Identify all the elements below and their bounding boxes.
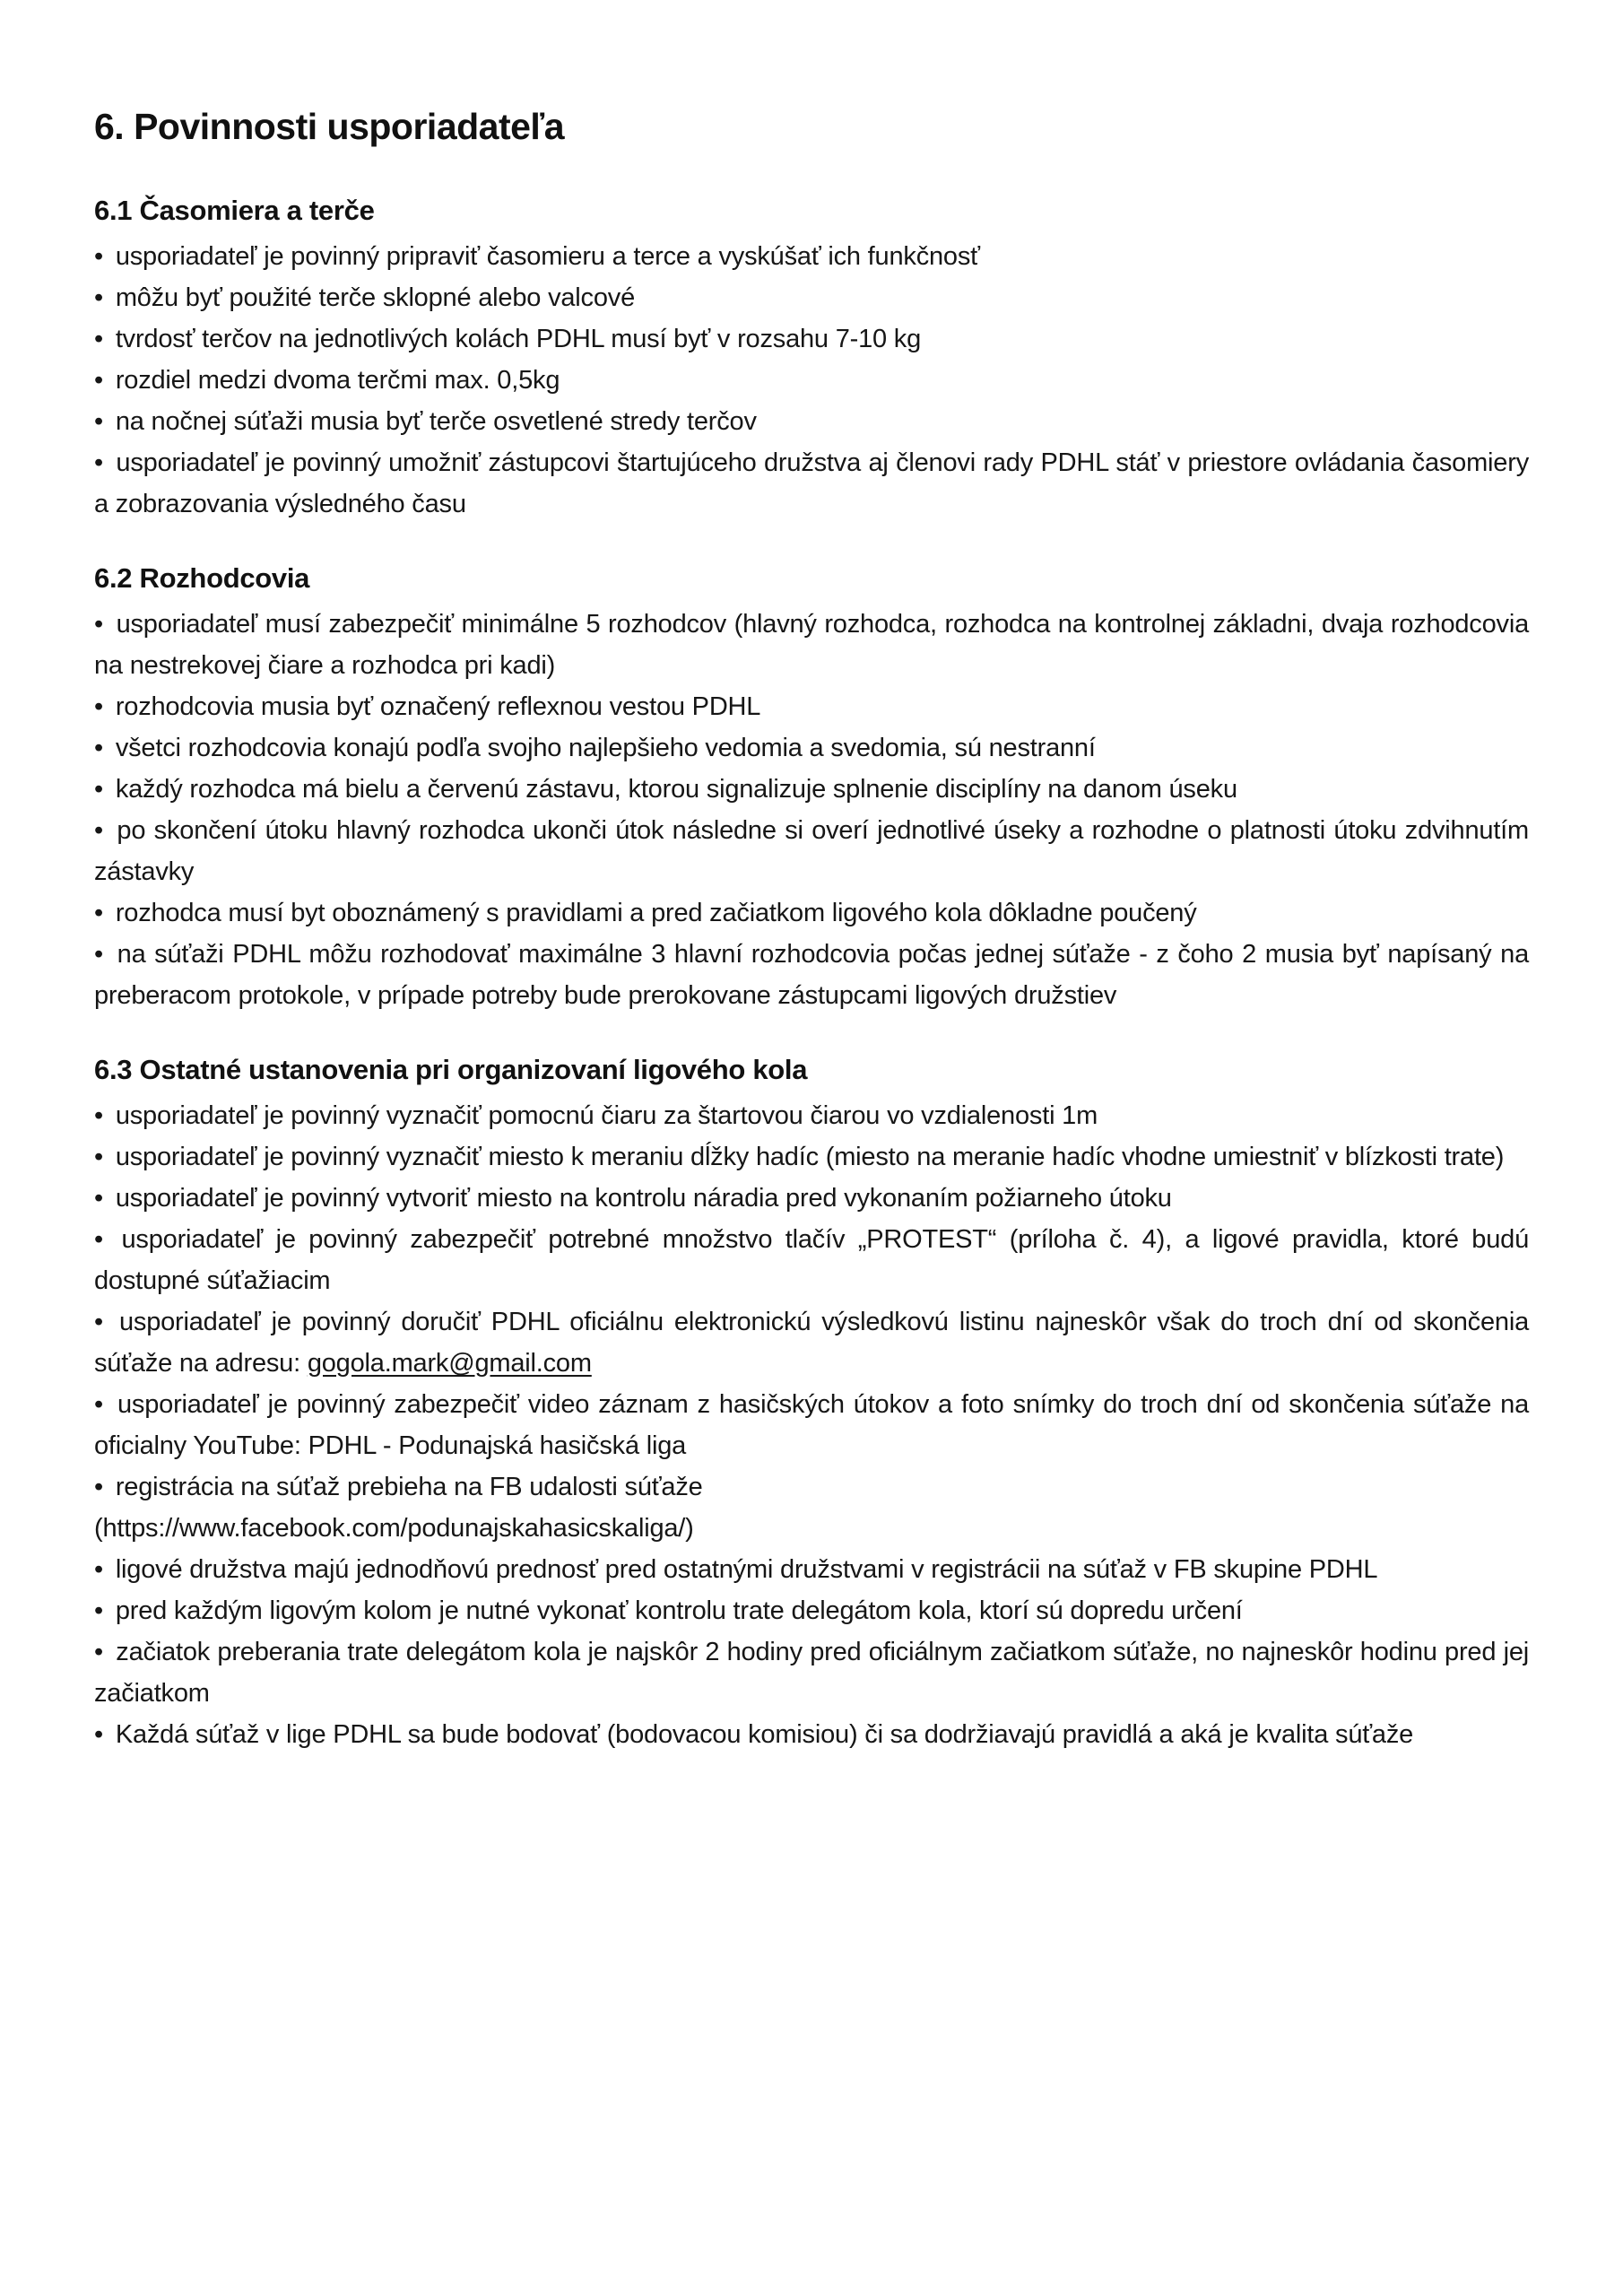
bullet-item (94, 1466, 1529, 1549)
bullet-item (94, 1136, 1529, 1178)
section-heading: 6.1 Časomiera a terče (94, 195, 375, 226)
bullet-marker: • (94, 1184, 103, 1213)
bullet-marker: • (94, 407, 103, 436)
bullet-marker: • (94, 1143, 103, 1171)
bullet-marker: • (94, 692, 103, 721)
bullet-marker: • (94, 448, 103, 477)
bullet-text: na nočnej súťaži musia byť terče osvetlené stredy terčov (115, 407, 757, 436)
bullet-text: usporiadateľ je povinný zabezpečiť potrebné množstvo tlačív „PROTEST“ (príloha č. 4), a ligové pravidla, ktoré budú dostupné súťažiacim (94, 1225, 1530, 1295)
bullet-marker: • (94, 1101, 103, 1130)
bullet-item (94, 1590, 1529, 1631)
bullet-marker: • (94, 775, 103, 804)
bullet-marker: • (94, 1555, 103, 1584)
bullet-item (94, 318, 1529, 360)
bullet-text: (https://www.facebook.com/podunajskahasicskaliga/) (94, 1514, 694, 1543)
bullet-text: usporiadateľ je povinný vyznačiť miesto k meraniu dĺžky hadíc (miesto na meranie hadíc vhodne umiestniť v blízkosti trate) (115, 1143, 1505, 1171)
bullet-marker: • (94, 1473, 103, 1501)
bullet-item (94, 401, 1529, 442)
bullet-marker: • (94, 940, 103, 969)
bullet-item (94, 934, 1529, 1016)
bullet-text: všetci rozhodcovia konajú podľa svojho najlepšieho vedomia a svedomia, sú nestranní (115, 734, 1096, 762)
bullet-item (94, 1384, 1529, 1466)
bullet-item (94, 1219, 1529, 1301)
bullet-text: po skončení útoku hlavný rozhodca ukonči útok následne si overí jednotlivé úseky a rozhodne o platnosti útoku zdvihnutím zástavky (94, 816, 1529, 886)
bullet-item (94, 892, 1529, 934)
bullet-item (94, 810, 1529, 892)
bullet-text: rozdiel medzi dvoma terčmi max. 0,5kg (115, 366, 560, 395)
bullet-text: tvrdosť terčov na jednotlivých kolách PDHL musí byť v rozsahu 7-10 kg (115, 325, 922, 353)
bullet-item (94, 442, 1529, 525)
bullet-text: rozhodcovia musia byť označený reflexnou vestou PDHL (115, 692, 761, 721)
bullet-item (94, 686, 1529, 727)
bullet-text: usporiadateľ musí zabezpečiť minimálne 5 rozhodcov (hlavný rozhodca, rozhodca na kontrolnej základni, dvaja rozhodcovia na nestrekovej čiare a rozhodca pri kadi) (94, 610, 1530, 680)
bullet-text: usporiadateľ je povinný zabezpečiť video záznam z hasičských útokov a foto snímky do troch dní od skončenia súťaže na oficialny YouTube: PDHL - Podunajská hasičská liga (94, 1390, 1529, 1460)
email-link[interactable]: gogola.mark@gmail.com (307, 1349, 592, 1378)
bullet-marker: • (94, 1596, 103, 1625)
bullet-text: pred každým ligovým kolom je nutné vykonať kontrolu trate delegátom kola, ktorí sú dopredu určení (115, 1596, 1243, 1625)
bullet-marker: • (94, 610, 103, 639)
bullet-text: môžu byť použité terče sklopné alebo valcové (115, 283, 635, 312)
bullet-text: usporiadateľ je povinný vytvoriť miesto na kontrolu náradia pred vykonaním požiarneho útoku (115, 1184, 1172, 1213)
bullet-item (94, 1178, 1529, 1219)
bullet-item (94, 1631, 1529, 1714)
bullet-marker: • (94, 1225, 103, 1254)
bullet-marker: • (94, 1308, 103, 1336)
bullet-item (94, 604, 1529, 686)
section-heading: 6.3 Ostatné ustanovenia pri organizovaní ligového kola (94, 1054, 808, 1085)
bullet-item (94, 277, 1529, 318)
bullet-text: usporiadateľ je povinný doručiť PDHL oficiálnu elektronickú výsledkovú listinu najneskôr však do troch dní od skončenia súťaže na adresu: (94, 1308, 1529, 1378)
bullet-marker: • (94, 816, 103, 845)
bullet-item (94, 1301, 1529, 1384)
bullet-item (94, 1095, 1529, 1136)
bullet-item (94, 769, 1529, 810)
bullet-marker: • (94, 899, 103, 927)
bullet-text: usporiadateľ je povinný vyznačiť pomocnú čiaru za štartovou čiarou vo vzdialenosti 1m (115, 1101, 1098, 1130)
bullet-marker: • (94, 1638, 103, 1666)
bullet-marker: • (94, 366, 103, 395)
bullet-marker: • (94, 734, 103, 762)
bullet-text: každý rozhodca má bielu a červenú zástavu, ktorou signalizuje splnenie disciplíny na danom úseku (115, 775, 1237, 804)
bullet-item (94, 727, 1529, 769)
bullet-text: na súťaži PDHL môžu rozhodovať maximálne 3 hlavní rozhodcovia počas jednej súťaže - z čoho 2 musia byť napísaný na preberacom protokole, v prípade potreby bude prerokovane zástupcami ligových družstiev (94, 940, 1530, 1010)
bullet-marker: • (94, 242, 103, 271)
document-body (94, 195, 1529, 1755)
bullet-item (94, 1714, 1529, 1755)
bullet-item (94, 1549, 1529, 1590)
page-title: 6. Povinnosti usporiadateľa (94, 106, 565, 147)
bullet-text: registrácia na súťaž prebieha na FB udalosti súťaže (115, 1473, 703, 1501)
bullet-text: usporiadateľ je povinný umožniť zástupcovi štartujúceho družstva aj členovi rady PDHL stáť v priestore ovládania časomiery a zobrazovania výsledného času (94, 448, 1529, 518)
bullet-text: usporiadateľ je povinný pripraviť časomieru a terce a vyskúšať ich funkčnosť (115, 242, 980, 271)
bullet-marker: • (94, 325, 103, 353)
bullet-item (94, 236, 1529, 277)
bullet-text: rozhodca musí byt oboznámený s pravidlami a pred začiatkom ligového kola dôkladne poučený (115, 899, 1197, 927)
bullet-marker: • (94, 1720, 103, 1749)
bullet-text: ligové družstva majú jednodňovú prednosť pred ostatnými družstvami v registrácii na súťaž v FB skupine PDHL (115, 1555, 1378, 1584)
bullet-item (94, 360, 1529, 401)
bullet-text: Každá súťaž v lige PDHL sa bude bodovať (bodovacou komisiou) či sa dodržiavajú pravidlá a aká je kvalita súťaže (115, 1720, 1414, 1749)
bullet-marker: • (94, 1390, 103, 1419)
bullet-marker: • (94, 283, 103, 312)
bullet-text: začiatok preberania trate delegátom kola je najskôr 2 hodiny pred oficiálnym začiatkom súťaže, no najneskôr hodinu pred jej začiatkom (94, 1638, 1530, 1708)
section-heading: 6.2 Rozhodcovia (94, 562, 310, 594)
